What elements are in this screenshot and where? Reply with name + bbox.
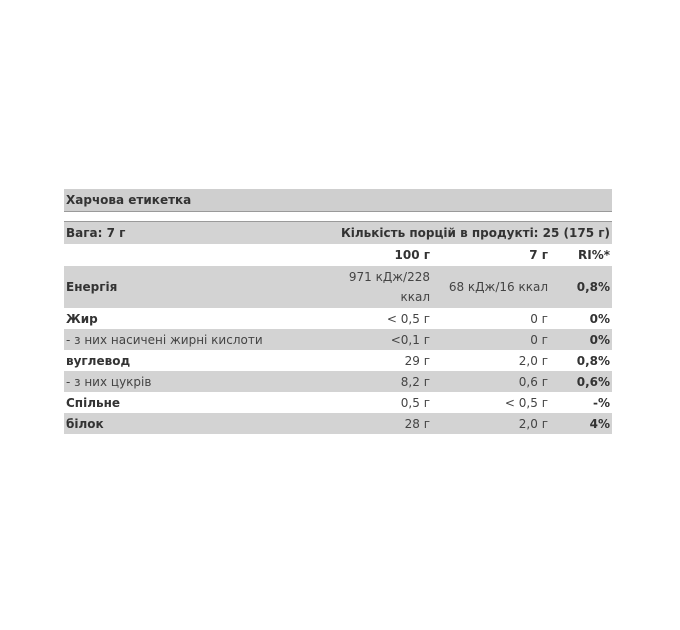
value-ri: 0,8% <box>550 266 612 308</box>
table-row <box>64 329 612 350</box>
nutrient-name: Спільне <box>66 395 121 410</box>
value-per-serving: 68 кДж/16 ккал <box>432 266 550 308</box>
header-ri: RI%* <box>578 248 611 262</box>
serving-info-row <box>64 222 612 244</box>
value-ri: 0% <box>550 329 612 350</box>
nutrient-name: Жир <box>66 311 98 326</box>
value-ri: 0,8% <box>576 353 611 368</box>
value-ri: 0% <box>589 311 611 326</box>
value-ri: 0,6% <box>550 371 612 392</box>
table-row <box>64 392 612 413</box>
nutrient-name: вуглевод <box>66 353 131 368</box>
table-row <box>64 266 612 308</box>
serving-size: Вага: 7 г <box>64 222 336 244</box>
nutrient-name: - з них цукрів <box>64 371 336 392</box>
nutrient-name: - з них насичені жирні кислоти <box>64 329 336 350</box>
value-per-100g: 29 г <box>404 353 430 368</box>
header-per-serving: 7 г <box>529 248 548 262</box>
nutrient-name: білок <box>64 413 336 434</box>
value-per-100g: < 0,5 г <box>386 311 430 326</box>
header-empty <box>64 244 336 266</box>
value-per-100g: 971 кДж/228 ккал <box>336 266 432 308</box>
table-row <box>64 413 612 434</box>
header-per-100g: 100 г <box>394 248 430 262</box>
label-title: Харчова етикетка <box>64 189 612 212</box>
nutrition-label <box>64 189 612 434</box>
value-per-serving: < 0,5 г <box>504 395 548 410</box>
value-per-serving: 2,0 г <box>518 353 548 368</box>
column-header-row <box>64 244 612 266</box>
value-per-serving: 0 г <box>530 311 548 326</box>
value-per-100g: <0,1 г <box>336 329 432 350</box>
value-per-100g: 28 г <box>336 413 432 434</box>
nutrient-name: Енергія <box>64 266 336 308</box>
table-row <box>64 371 612 392</box>
value-per-serving: 0,6 г <box>432 371 550 392</box>
value-ri: -% <box>593 395 611 410</box>
value-ri: 4% <box>550 413 612 434</box>
value-per-serving: 2,0 г <box>432 413 550 434</box>
value-per-100g: 0,5 г <box>400 395 430 410</box>
value-per-100g: 8,2 г <box>336 371 432 392</box>
table-row <box>64 308 612 329</box>
divider <box>64 212 612 222</box>
servings-per-product: Кількість порцій в продукті: 25 (175 г) <box>336 222 612 244</box>
table-row <box>64 350 612 371</box>
nutrition-table <box>64 222 612 434</box>
value-per-serving: 0 г <box>432 329 550 350</box>
